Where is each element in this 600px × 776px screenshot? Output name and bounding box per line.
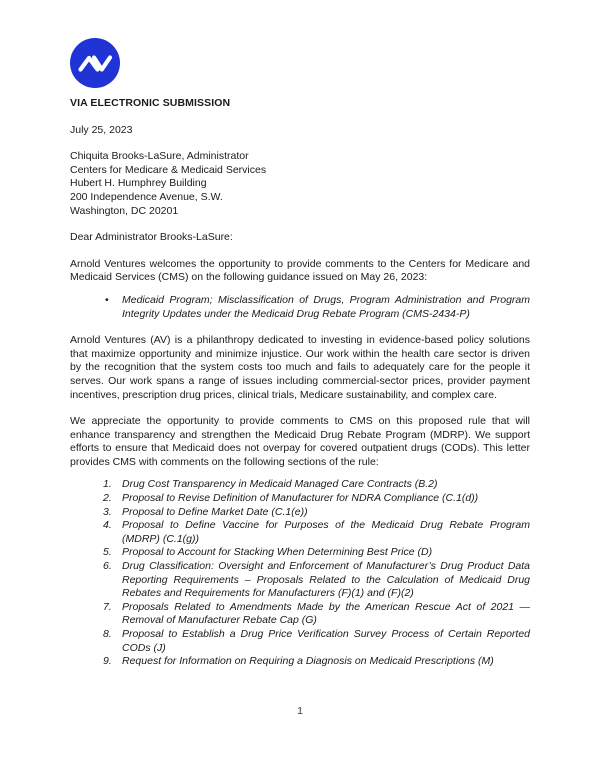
section-item-8: Proposal to Establish a Drug Price Verification Survey Process of Certain Reported CODs (J) bbox=[122, 628, 530, 654]
guidance-bullet-list bbox=[70, 294, 530, 321]
recipient-building-line: Hubert H. Humphrey Building bbox=[70, 177, 207, 190]
guidance-bullet-item: • Medicaid Program; Misclassification of Drugs, Program Administration and Program Integrity Updates under the Medicaid Drug Rebate Program (CMS-2434-P) bbox=[122, 294, 530, 321]
section-item-7: Proposals Related to Amendments Made by the American Rescue Act of 2021 — Removal of Manufacturer Rebate Cap (G) bbox=[122, 600, 530, 627]
salutation: Dear Administrator Brooks-LaSure: bbox=[70, 231, 233, 244]
recipient-city-line: Washington, DC 20201 bbox=[70, 204, 179, 217]
about-paragraph: Arnold Ventures (AV) is a philanthropy dedicated to investing in evidence-based policy solutions that maximize opportunity and minimize injustice. Our work within the health care sector is driven by the recognition that the system costs too much and fails to adequately care for the people it serves. Our work spans a range of issues including commercial-sector prices, provider payment incentives, prescription drug prices, clinical trials, Medicare sustainability, and complex care. bbox=[70, 334, 530, 401]
letter-date: July 25, 2023 bbox=[70, 123, 133, 136]
recipient-name-line: Chiquita Brooks-LaSure, Administrator bbox=[70, 150, 249, 163]
page-number: 1 bbox=[297, 705, 303, 717]
section-item-5: Proposal to Account for Stacking When Determining Best Price (D) bbox=[122, 546, 433, 559]
section-item-6: Drug Classification: Oversight and Enforcement of Manufacturer’s Drug Product Data Reporting Requirements – Proposals Related to the Calculation of Medicaid Drug Rebates and Requirements for Manufacturers (F)(1) and (F)(2) bbox=[122, 560, 530, 600]
section-item-2: Proposal to Revise Definition of Manufacturer for NDRA Compliance (C.1(d)) bbox=[122, 492, 479, 505]
av-logo-svg bbox=[70, 38, 120, 88]
arnold-ventures-logo-icon bbox=[70, 38, 120, 88]
section-item-1: Drug Cost Transparency in Medicaid Managed Care Contracts (B.2) bbox=[122, 478, 438, 491]
section-item-3: Proposal to Define Market Date (C.1(e)) bbox=[122, 505, 308, 518]
rule-sections-list bbox=[70, 478, 530, 668]
recipient-agency-line: Centers for Medicare & Medicaid Services bbox=[70, 163, 267, 176]
appreciate-paragraph: We appreciate the opportunity to provide comments to CMS on this proposed rule that will enhance transparency and strengthen the Medicaid Drug Rebate Program (MDRP). We support efforts to ensure that Medicaid does not overpay for covered outpatient drugs (CODs). This letter provides CMS with comments on the following sections of the rule: bbox=[70, 415, 530, 468]
delivery-method-heading: VIA ELECTRONIC SUBMISSION bbox=[70, 97, 231, 109]
intro-paragraph: Arnold Ventures welcomes the opportunity to provide comments to the Centers for Medicare and Medicaid Services (CMS) on the following guidance issued on May 26, 2023: bbox=[70, 257, 530, 284]
recipient-street-line: 200 Independence Avenue, S.W. bbox=[70, 190, 223, 203]
section-item-4: Proposal to Define Vaccine for Purposes of the Medicaid Drug Rebate Program (MDRP) (C.1(g)) bbox=[122, 519, 530, 545]
recipient-address-block bbox=[70, 150, 530, 218]
section-item-9: Request for Information on Requiring a Diagnosis on Medicaid Prescriptions (M) bbox=[122, 655, 494, 668]
